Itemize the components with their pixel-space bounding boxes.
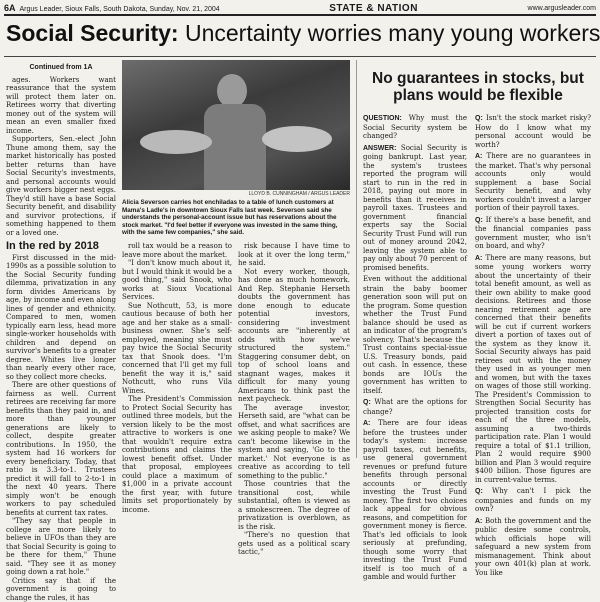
- qa-text: Isn't the stock market risky? How do I know what my personal account would be worth?: [475, 114, 591, 149]
- paragraph: "There's no question that gets used as a political scary tactic,": [238, 531, 350, 557]
- qa-text: Even without the additional strain the baby boomer generation soon will put on the program. Some question whether the Trust Fund balance should be used as an indicator of the program's solvency. That's because the Trust contains special-issue U.S. Treasury bonds, paid out cash. In essence, these bonds are IOUs the government has written to itself.: [363, 275, 467, 395]
- qa-text: There are no guarantees in the market. That's why personal accounts only would supplement a base Social Security benefit, and why workers couldn't invest a larger portion of their payroll taxes.: [475, 152, 591, 212]
- qa-label: A:: [363, 420, 370, 427]
- masthead: [4, 2, 596, 16]
- qa-entry: [363, 144, 467, 273]
- article-column-3: [238, 242, 350, 458]
- qa-text: There are many reasons, but some young workers worry about the uncertainty of their total benefit amount, as well as their own ability to make good decisions. Retirees and those nearing retirement age are concerned that their benefits will be cut if current workers divert a portion of taxes out of the system as they know it. Social Security always has paid retirees out with the money they used in as younger men and women, but with the taxes on wages of those still working. The President's Commission to Strengthen Social Security has projected transition costs for each of the three models, assuming a two-thirds participation rate. Plan 1 would require a total of $1.1 trillion, Plan 2 would require $900 billion and Plan 3 would require $400 billion. Those figures are in current-value terms.: [475, 254, 591, 484]
- qa-entry: [475, 254, 591, 485]
- photo-plate-left: [140, 130, 212, 154]
- qa-entry: [475, 152, 591, 213]
- photo-subject-body: [204, 104, 266, 190]
- qa-sidebar: [356, 60, 596, 458]
- sidebar-headline: No guarantees in stocks, but plans would be flexible: [365, 70, 591, 106]
- continued-label: Continued from 1A: [6, 64, 116, 73]
- paragraph: "They say that people in college are more likely to believe in UFOs than they are that Social Security is going to be there for them," Thune said. "They see it as money going down a rat hole.": [6, 517, 116, 577]
- qa-label: A:: [475, 153, 482, 160]
- page-headline: [6, 20, 596, 54]
- qa-label: Q:: [475, 217, 483, 224]
- section-title: STATE & NATION: [329, 3, 418, 14]
- paper-info: Argus Leader, Sioux Falls, South Dakota, Sunday, Nov. 21, 2004: [20, 6, 220, 13]
- qa-text: Social Security is going bankrupt. Last year, the system's trustees reported the program will start to run in the red in 2018, paying out more in benefits than it receives in payroll taxes. Trustees and government financial experts say the Social Security Trust Fund will run out of money around 2042, leaving the system able to pay only about 70 percent of promised benefits.: [363, 144, 467, 272]
- article-subhead: In the red by 2018: [6, 242, 116, 251]
- website-url: www.argusleader.com: [528, 5, 596, 12]
- qa-text: If there's a base benefit, and the financial companies pass government muster, who isn't on board, and why?: [475, 216, 591, 251]
- qa-entry: [363, 419, 467, 582]
- qa-entry: [363, 114, 467, 141]
- photo-plate-right: [262, 126, 332, 152]
- paragraph: roll tax would be a reason to leave more about the market.: [122, 242, 232, 259]
- qa-text: Both the government and the public desire some controls, which officials hope will safeguard a new system from mismanagement. Think about your own 401(k) plan at work. You like: [475, 517, 591, 577]
- qa-label: Q:: [363, 399, 371, 406]
- qa-text: There are four ideas before the trustees under today's system: increase payroll taxes, cut benefits, use general government revenues or prefund future benefits through personal accounts or directly investing the Trust Fund money. The first two choices lack appeal for obvious reasons, and competition for government money is fierce. That's led officials to look seriously at prefunding, though some worry that investing the Trust Fund itself is too much of a gamble and would further: [363, 419, 467, 581]
- qa-column-right: [475, 114, 591, 454]
- photo-credit: LLOYD B. CUNNINGHAM / ARGUS LEADER: [122, 191, 350, 198]
- qa-column-left: [363, 114, 467, 454]
- photo-subject-head: [217, 74, 247, 108]
- paragraph: "I don't know much about it, but I would think it would be a good thing," said Snook, who works at Sioux Vocational Services.: [122, 259, 232, 302]
- paragraph: The President's Commission to Protect Social Security has outlined three models, but the version likely to be the most attractive to workers is one that wouldn't require extra contributions and claims the lowest benefit offset. Under that proposal, employees could place a maximum of $1,000 in a private account the first year, with future limits set proportionately by income.: [122, 395, 232, 514]
- paragraph: First discussed in the mid-1990s as a possible solution to the Social Security funding dilemma, privatization in any form divides Americans by age, by income and even along lines of gender and ethnicity. Compared to men, women typically earn less, head more single-worker households with children and depend on survivor's benefits to a greater degree. Whites live longer than nearly every other race, so they collect more checks.: [6, 254, 116, 382]
- paragraph: Not every worker, though, has done as much homework. And Rep. Stephanie Herseth doubts the government has done enough to educate potential investors, considering investment accounts are "inherently at odds with how we've structured the system." Staggering consumer debt, on top of school loans and stagnant wages, makes it difficult for many young Americans to think past the next paycheck.: [238, 268, 350, 404]
- article-column-1: [6, 60, 116, 458]
- qa-label: A:: [475, 518, 482, 525]
- paragraph: ages. Workers want reassurance that the system will protect them later on. Retirees worry that diverting money out of the system will mean an even smaller fixed income.: [6, 76, 116, 136]
- paragraph: Those countries that the transitional cost, while substantial, often is viewed as a smokescreen. The degree of privatization is overblown, as is the risk.: [238, 480, 350, 531]
- qa-entry: [475, 216, 591, 251]
- headline-bold: Social Security:: [6, 20, 179, 46]
- masthead-left: [4, 3, 220, 13]
- qa-label: QUESTION:: [363, 115, 402, 122]
- paragraph: Critics say that if the government is going to change the rules, it has: [6, 577, 116, 602]
- paragraph: Supporters, Sen.-elect John Thune among them, say the market historically has posted better returns than have Social Security's investments, and personal accounts would give workers bigger nest eggs. They'd still have a base Social Security benefit, and disability and survivor protections, if something happened to them or a loved one.: [6, 135, 116, 237]
- qa-label: Q:: [475, 488, 483, 495]
- qa-entry: [363, 275, 467, 395]
- qa-text: What are the options for change?: [363, 398, 467, 416]
- paragraph: Sue Nothcutt, 53, is more cautious because of both her age and her stake as a small-business owner. She's self-employed, meaning she must pay twice the Social Security tax that Snook does. "I'm concerned that I'll get my full benefit the way it is," said Nothcutt, who runs Vila Wines.: [122, 302, 232, 396]
- qa-entry: [475, 114, 591, 149]
- qa-entry: [475, 487, 591, 514]
- paragraph: The average investor, Herseth said, are "what can be offset, and what sacrifices are we asking people to make? We can't become likewise in the system and saying, 'Go to the market.' Not everyone is as creative as according to tell something to the public.": [238, 404, 350, 481]
- qa-label: Q:: [475, 115, 483, 122]
- qa-entry: [475, 517, 591, 578]
- article-column-2: [122, 242, 232, 458]
- paragraph: There are other questions of fairness as well. Current retirees are receiving far more benefits than they paid in, and more than younger generations are likely to collect, despite greater contributions. In 1950, the system had 16 workers for every beneficiary. Today, that ratio is 3.3-to-1. Trustees predict it will fall to 2-to-1 in the next 40 years. There simply won't be enough workers to pay scheduled benefits at current tax rates.: [6, 381, 116, 517]
- qa-label: A:: [475, 255, 482, 262]
- paragraph: risk because I have time to look at it over the long term," he said.: [238, 242, 350, 268]
- page-label: 6A: [4, 3, 16, 13]
- qa-label: ANSWER:: [363, 145, 396, 152]
- headline-rule: [4, 56, 596, 57]
- qa-text: Why can't I pick the companies and funds on my own?: [475, 487, 591, 513]
- qa-entry: [363, 398, 467, 416]
- news-photo: [122, 60, 350, 190]
- photo-caption: Alicia Severson carries hot enchiladas to a table of lunch customers at Mama's Ladle's in downtown Sioux Falls last week. Severson said she understands the personal-account issue but has reservations about the stock market. "I'd feel better if everyone was invested in the same thing, with the same few companies," she said.: [122, 199, 350, 239]
- headline-regular: Uncertainty worries many young workers: [179, 20, 600, 46]
- qa-text: Why must the Social Security system be changed?: [363, 114, 467, 140]
